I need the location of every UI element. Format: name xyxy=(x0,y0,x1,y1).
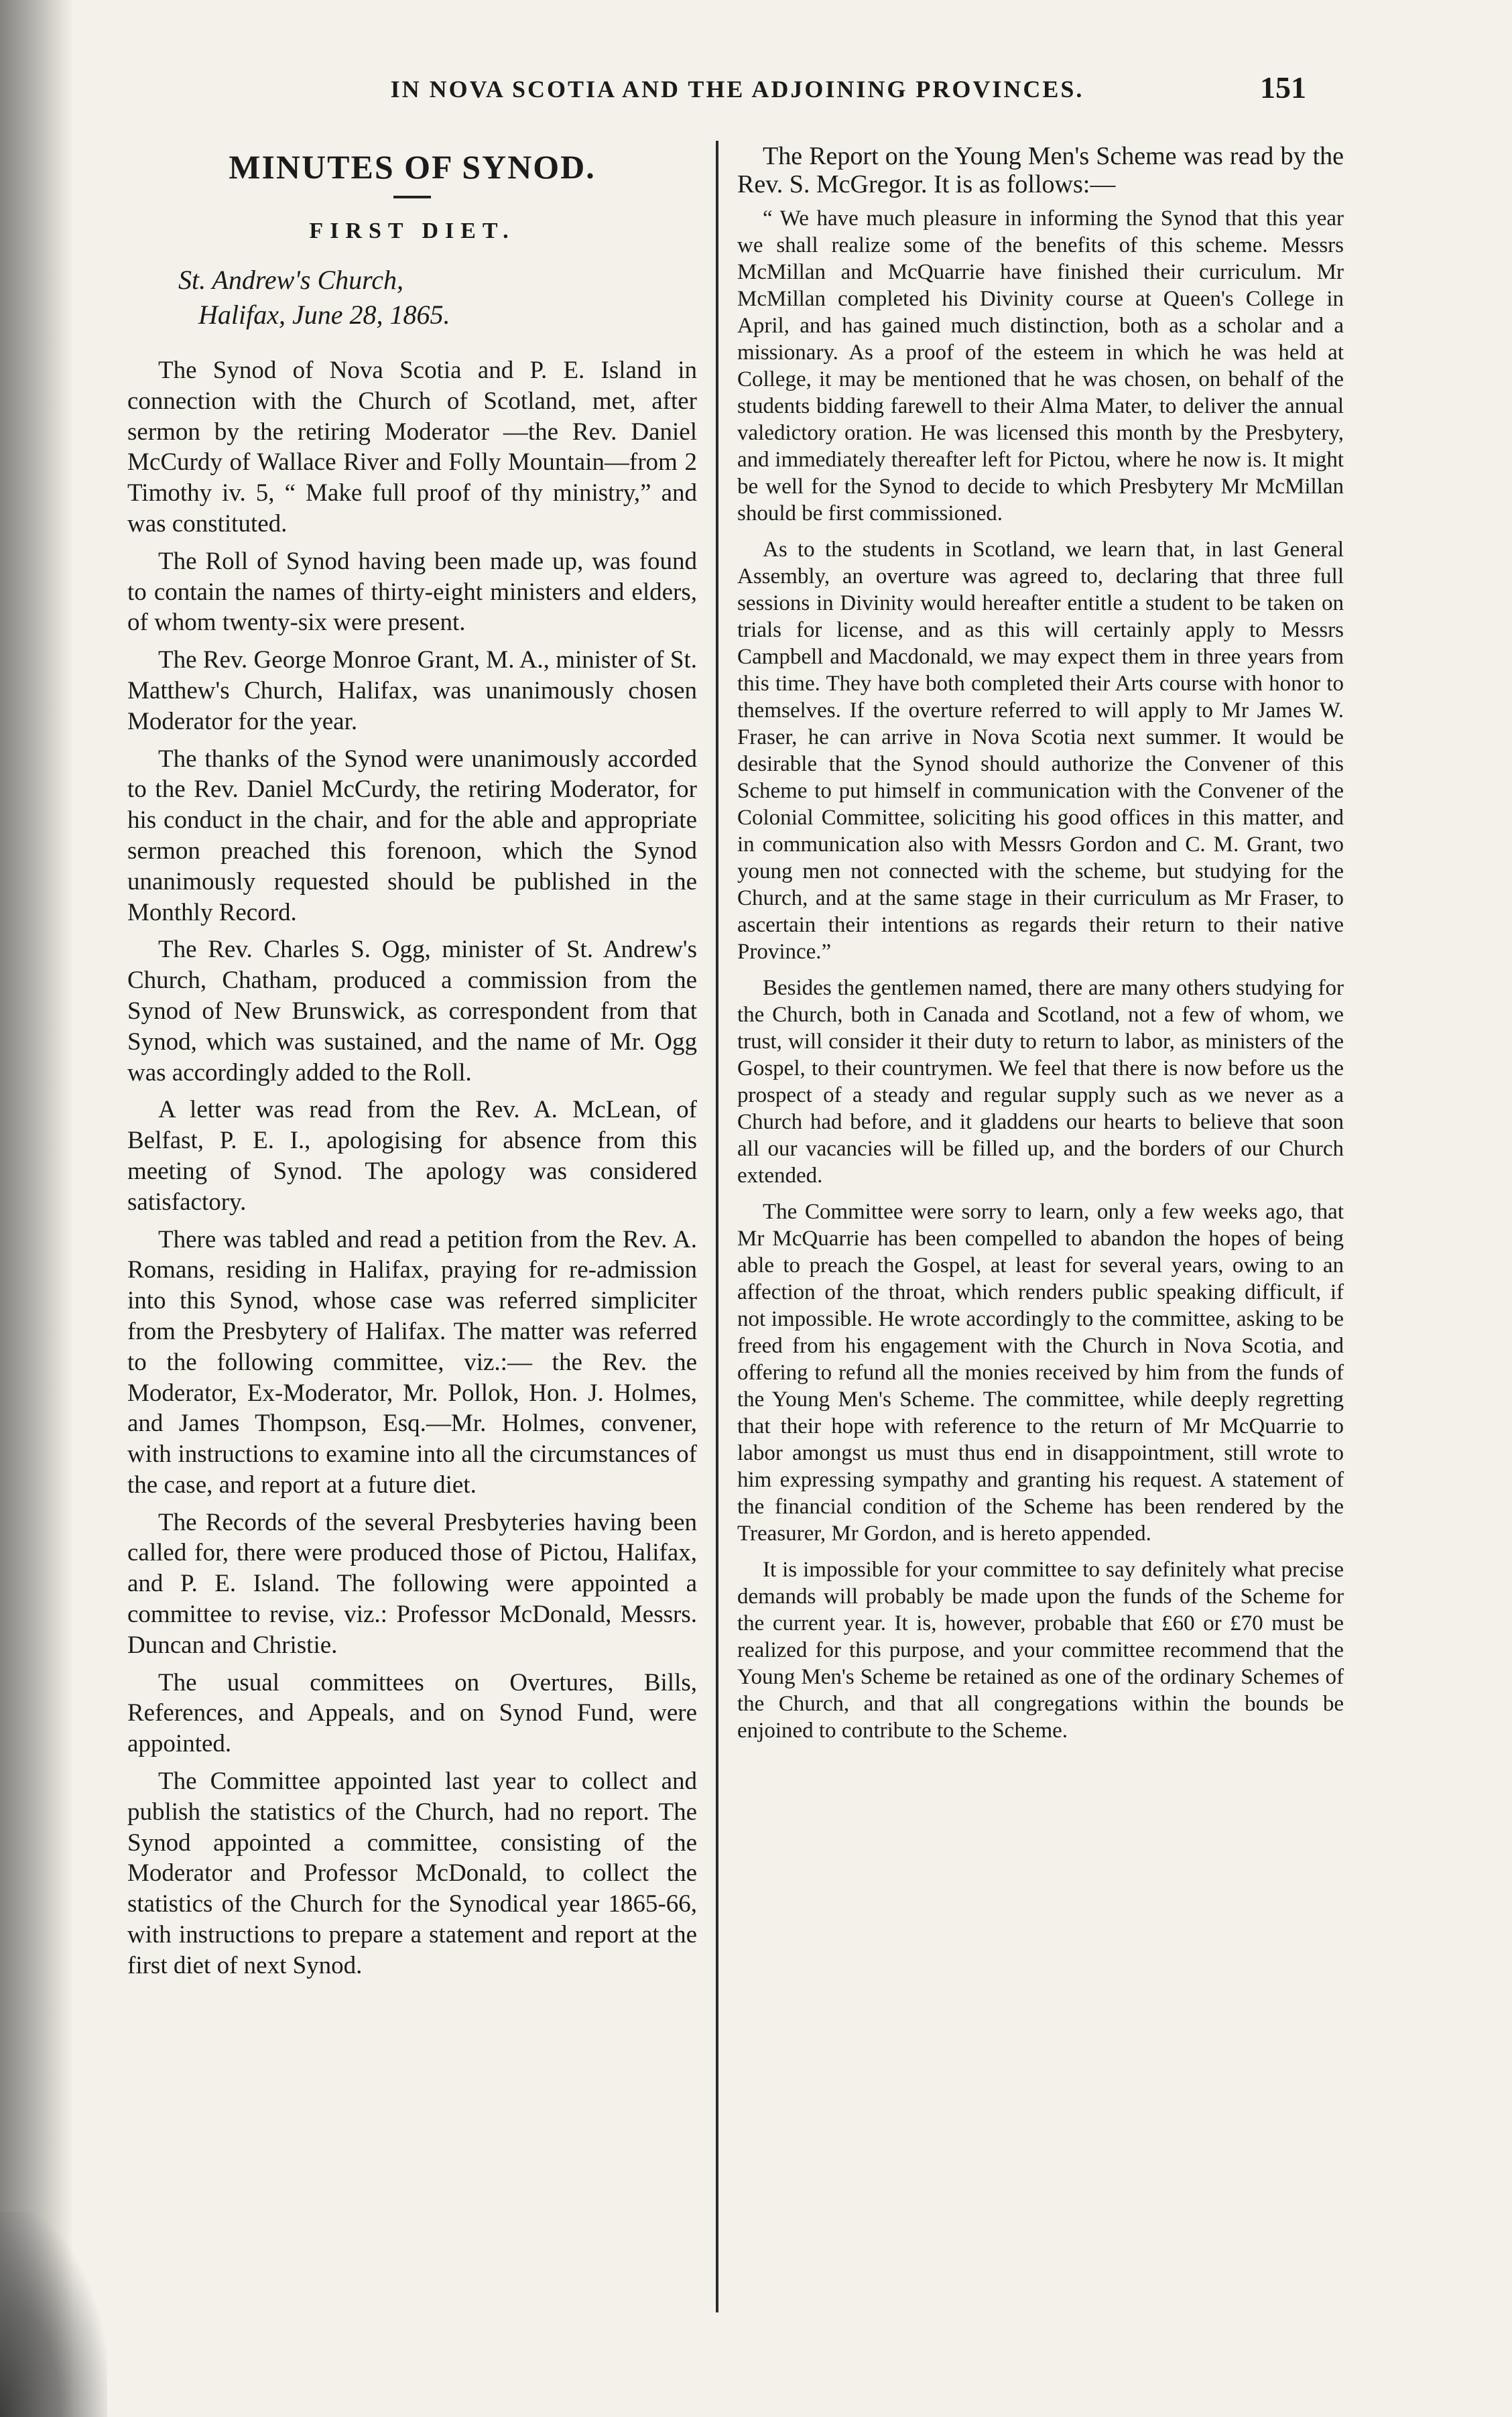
dateline-place: St. Andrew's Church, xyxy=(178,265,403,295)
minutes-paragraph: The thanks of the Synod were unanimously accorded to the Rev. Daniel McCurdy, the retiring Moderator, for his conduct in the chair, and for the able and appropriate sermon preached this forenoon, which the Synod unanimously requested should be published in the Monthly Record. xyxy=(127,745,697,926)
minutes-paragraph: The Roll of Synod having been made up, was found to contain the names of thirty-eight ministers and elders, of whom twenty-six were present. xyxy=(127,547,697,637)
scan-corner-shadow xyxy=(0,2212,107,2417)
diet-heading: FIRST DIET. xyxy=(309,219,515,243)
column-divider xyxy=(716,141,718,2312)
report-paragraph: Besides the gentlemen named, there are many others studying for the Church, both in Canada and Scotland, not a few of whom, we trust, will consider it their duty to return to labor, as ministers of the Gospel, to their countrymen. We feel that there is now before us the prospect of a steady and regular supply such as we never as a Church had before, and it gladdens our hearts to believe that soon all our vacancies will be filled up, and the borders of our Church extended. xyxy=(737,976,1344,1188)
minutes-paragraph: The Rev. George Monroe Grant, M. A., minister of St. Matthew's Church, Halifax, was unanimously chosen Moderator for the year. xyxy=(127,646,697,735)
minutes-paragraph: There was tabled and read a petition from the Rev. A. Romans, residing in Halifax, praying for re-admission into this Synod, whose case was referred simpliciter from the Presbytery of Halifax. The matter was referred to the following committee, viz.:— the Rev. the Moderator, Ex-Moderator, Mr. Pollok, Hon. J. Holmes, and James Thompson, Esq.—Mr. Holmes, convener, with instructions to examine into all the circumstances of the case, and report at a future diet. xyxy=(127,1225,697,1499)
minutes-paragraph: The Rev. Charles S. Ogg, minister of St. Andrew's Church, Chatham, produced a commission from the Synod of New Brunswick, as correspondent from that Synod, which was sustained, and the name of Mr. Ogg was accordingly added to the Roll. xyxy=(127,936,697,1087)
report-intro: The Report on the Young Men's Scheme was read by the Rev. S. McGregor. It is as follows:— xyxy=(737,142,1344,198)
scan-binding-shadow xyxy=(0,0,74,2417)
minutes-paragraph: The Records of the several Presbyteries having been called for, there were produced those of Pictou, Halifax, and P. E. Island. The following were appointed a committee to revise, viz.: Professor McDonald, Messrs. Duncan and Christie. xyxy=(127,1508,697,1659)
minutes-paragraph: A letter was read from the Rev. A. McLean, of Belfast, P. E. I., apologising for absence from this meeting of Synod. The apology was considered satisfactory. xyxy=(127,1096,697,1216)
page-number: 151 xyxy=(1260,70,1306,105)
report-paragraph: The Committee were sorry to learn, only a few weeks ago, that Mr McQuarrie has been compelled to abandon the hopes of being able to preach the Gospel, at least for several years, owing to an affection of the throat, which renders public speaking difficult, if not impossible. He wrote accordingly to the committee, asking to be freed from his engagement with the Church in Nova Scotia, and offering to refund all the monies received by him from the funds of the Young Men's Scheme. The committee, while deeply regretting that their hope with reference to the return of Mr McQuarrie to labor amongst us must thus end in disappointment, still wrote to him expressing sympathy and granting his request. A statement of the financial condition of the Scheme has been rendered by the Treasurer, Mr Gordon, and is hereto appended. xyxy=(737,1200,1344,1546)
report-paragraph: “ We have much pleasure in informing the Synod that this year we shall realize some of the benefits of this scheme. Messrs McMillan and McQuarrie have finished their curriculum. Mr McMillan completed his Divinity course at Queen's College in April, and has gained much distinction, both as a scholar and a missionary. As a proof of the esteem in which he was held at College, it may be mentioned that he was chosen, on behalf of the students bidding farewell to their Alma Mater, to deliver the annual valedictory oration. He was licensed this month by the Presbytery, and immediately thereafter left for Pictou, where he now is. It might be well for the Synod to decide to which Presbytery Mr McMillan should be first commissioned. xyxy=(737,206,1344,525)
minutes-paragraph: The usual committees on Overtures, Bills, References, and Appeals, and on Synod Fund, were appointed. xyxy=(127,1668,697,1758)
left-column xyxy=(127,142,697,1988)
minutes-paragraph: The Committee appointed last year to collect and publish the statistics of the Church, had no report. The Synod appointed a committee, consisting of the Moderator and Professor McDonald, to collect the statistics of the Church for the Synodical year 1865-66, with instructions to prepare a statement and report at the first diet of next Synod. xyxy=(127,1768,697,1979)
report-paragraph: It is impossible for your committee to say definitely what precise demands will probably be made upon the funds of the Scheme for the current year. It is, however, probable that £60 or £70 must be realized for this purpose, and your committee recommend that the Young Men's Scheme be retained as one of the ordinary Schemes of the Church, and that all congregations within the bounds be enjoined to contribute to the Scheme. xyxy=(737,1558,1344,1743)
section-title: MINUTES OF SYNOD. xyxy=(229,148,596,186)
title-rule xyxy=(393,196,431,198)
report-paragraph: As to the students in Scotland, we learn that, in last General Assembly, an overture was agreed to, declaring that three full sessions in Divinity would hereafter entitle a student to be taken on trials for license, and as this will certainly apply to Messrs Campbell and Macdonald, we may expect them in three years from this time. They have both completed their Arts course with honor to themselves. If the overture referred to will apply to Mr James W. Fraser, he can arrive in Nova Scotia next summer. It would be desirable that the Synod should authorize the Convener of this Scheme to put himself in communication with the Convener of the Colonial Committee, soliciting his good offices in this matter, and in communication also with Messrs Gordon and C. M. Grant, two young men not connected with the scheme, but studying for the Church, and at the same stage in their curriculum as Mr Fraser, to ascertain their intentions as regards their return to their native Province.” xyxy=(737,538,1344,964)
running-head: IN NOVA SCOTIA AND THE ADJOINING PROVINCES. xyxy=(390,76,1084,103)
dateline xyxy=(178,263,697,332)
right-column xyxy=(737,142,1344,1753)
minutes-paragraph: The Synod of Nova Scotia and P. E. Island in connection with the Church of Scotland, met, after sermon by the retiring Moderator —the Rev. Daniel McCurdy of Wallace River and Folly Mountain—from 2 Timothy iv. 5, “ Make full proof of thy ministry,” and was constituted. xyxy=(127,357,697,538)
dateline-date: Halifax, June 28, 1865. xyxy=(198,300,450,330)
